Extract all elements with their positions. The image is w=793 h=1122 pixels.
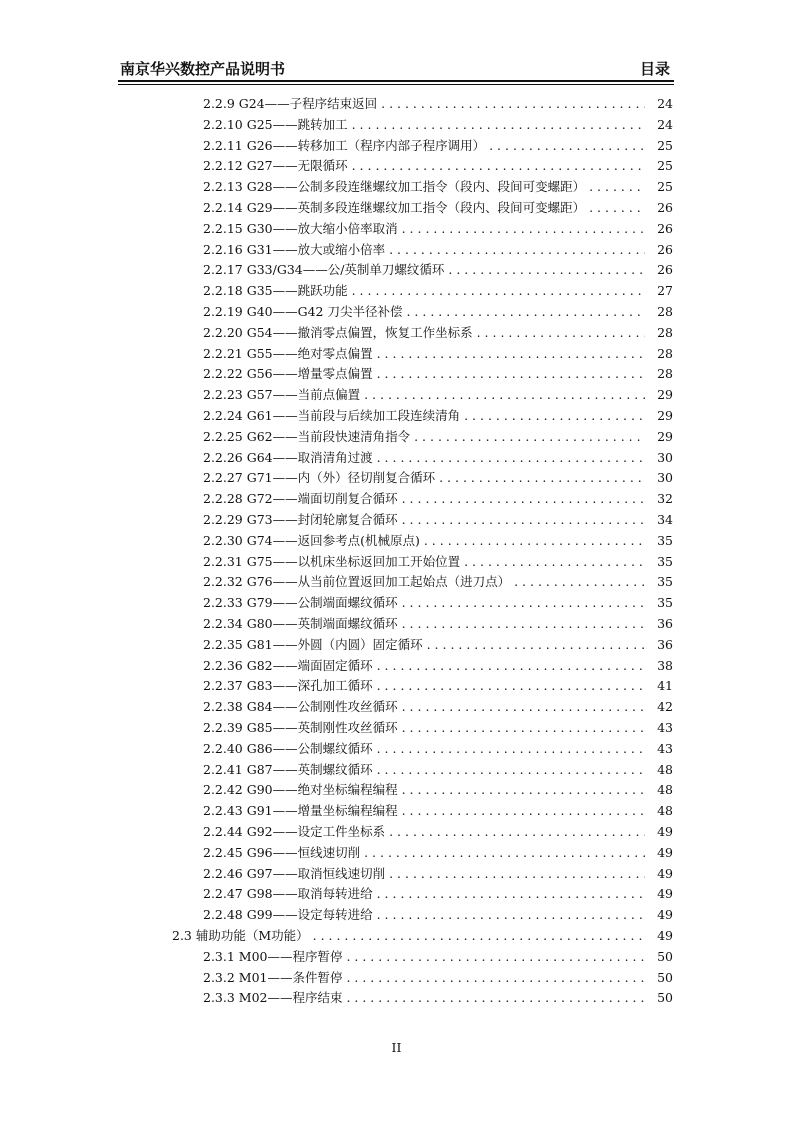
toc-entry-page: 35: [645, 592, 673, 613]
toc-entry-page: 32: [645, 488, 673, 509]
toc-entry-page: 35: [645, 530, 673, 551]
toc-entry[interactable]: [0, 530, 793, 551]
toc-entry-title: 2.2.37 G83——深孔加工循环 . . .: [203, 675, 663, 696]
toc-entry-page: 26: [645, 239, 673, 260]
toc-entry-page: 49: [645, 842, 673, 863]
toc-entry[interactable]: [0, 488, 793, 509]
toc-entry-title: 2.2.30 G74——返回参考点(机械原点) . . .: [203, 530, 663, 551]
toc-entry-title: 2.2.47 G98——取消每转进给 . . .: [203, 883, 663, 904]
toc-entry-page: 30: [645, 467, 673, 488]
toc-entry-title: 2.2.45 G96——恒线速切削 . . .: [203, 842, 663, 863]
toc-entry-page: 49: [645, 821, 673, 842]
toc-entry[interactable]: [0, 363, 793, 384]
toc-entry-page: 48: [645, 779, 673, 800]
toc-entry[interactable]: [0, 135, 793, 156]
toc-entry-title: 2.3.3 M02——程序结束 . . .: [203, 987, 663, 1008]
toc-entry-page: 28: [645, 343, 673, 364]
toc-entry-title: 2.2.18 G35——跳跃功能 . . .: [203, 280, 663, 301]
toc-entry-page: 49: [645, 904, 673, 925]
toc-entry-page: 34: [645, 509, 673, 530]
toc-entry[interactable]: [0, 696, 793, 717]
toc-entry[interactable]: [0, 842, 793, 863]
toc-entry-page: 29: [645, 405, 673, 426]
toc-entry-title: 2.2.34 G80——英制端面螺纹循环 . . .: [203, 613, 663, 634]
toc-entry-title: 2.2.19 G40——G42 刀尖半径补偿 . . .: [203, 301, 663, 322]
toc-entry-title: 2.2.23 G57——当前点偏置 . . .: [203, 384, 663, 405]
toc-entry-title: 2.2.42 G90——绝对坐标编程编程 . . .: [203, 779, 663, 800]
toc-entry-title: 2.2.12 G27——无限循环 . . .: [203, 155, 663, 176]
toc-entry-title: 2.2.48 G99——设定每转进给 . . .: [203, 904, 663, 925]
toc-entry-title: 2.2.41 G87——英制螺纹循环 . . .: [203, 759, 663, 780]
toc-entry-page: 26: [645, 259, 673, 280]
toc-entry-page: 30: [645, 447, 673, 468]
toc-entry-title: 2.3.2 M01——条件暂停 . . .: [203, 967, 663, 988]
toc-entry-page: 50: [645, 946, 673, 967]
toc-entry-page: 28: [645, 301, 673, 322]
toc-entry-title: 2.2.21 G55——绝对零点偏置 . . .: [203, 343, 663, 364]
header-rule-thick: [118, 80, 674, 82]
toc-entry[interactable]: [0, 426, 793, 447]
toc-entry-page: 42: [645, 696, 673, 717]
toc-entry-page: 26: [645, 197, 673, 218]
toc-entry[interactable]: [0, 800, 793, 821]
toc-entry[interactable]: [0, 925, 793, 946]
toc-entry[interactable]: [0, 779, 793, 800]
document-title: 南京华兴数控产品说明书: [120, 60, 286, 78]
toc-entry[interactable]: [0, 863, 793, 884]
toc-entry[interactable]: [0, 280, 793, 301]
toc-entry-title: 2.2.40 G86——公制螺纹循环 . . .: [203, 738, 663, 759]
toc-entry-title: 2.2.33 G79——公制端面螺纹循环 . . .: [203, 592, 663, 613]
toc-entry-page: 35: [645, 551, 673, 572]
toc-entry-title: 2.2.22 G56——增量零点偏置 . . .: [203, 363, 663, 384]
toc-entry[interactable]: [0, 176, 793, 197]
toc-entry[interactable]: [0, 592, 793, 613]
toc-entry[interactable]: [0, 738, 793, 759]
toc-entry-page: 29: [645, 384, 673, 405]
toc-entry-title: 2.2.15 G30——放大缩小倍率取消 . . .: [203, 218, 663, 239]
toc-entry[interactable]: [0, 239, 793, 260]
toc-entry[interactable]: [0, 946, 793, 967]
toc-entry-page: 27: [645, 280, 673, 301]
toc-entry-page: 43: [645, 717, 673, 738]
toc-entry-page: 49: [645, 883, 673, 904]
toc-entry[interactable]: [0, 93, 793, 114]
toc-entry-title: 2.2.39 G85——英制刚性攻丝循环 . . .: [203, 717, 663, 738]
toc-entry[interactable]: [0, 883, 793, 904]
toc-entry[interactable]: [0, 821, 793, 842]
toc-entry-page: 28: [645, 322, 673, 343]
toc-entry-title: 2.2.13 G28——公制多段连继螺纹加工指令（段内、段间可变螺距） . . .: [203, 176, 663, 197]
toc-entry[interactable]: [0, 967, 793, 988]
toc-entry-page: 48: [645, 800, 673, 821]
toc-entry-title: 2.2.29 G73——封闭轮廓复合循环 . . .: [203, 509, 663, 530]
page-header: [118, 56, 674, 78]
toc-entry-title: 2.3 辅助功能（M功能） . . .: [172, 925, 663, 946]
toc-entry[interactable]: [0, 197, 793, 218]
toc-entry[interactable]: [0, 467, 793, 488]
toc-entry-title: 2.2.24 G61——当前段与后续加工段连续清角 . . .: [203, 405, 663, 426]
toc-entry-title: 2.2.35 G81——外圆（内圆）固定循环 . . .: [203, 634, 663, 655]
toc-entry-title: 2.2.32 G76——从当前位置返回加工起始点（进刀点） . . .: [203, 571, 663, 592]
toc-entry[interactable]: [0, 447, 793, 468]
toc-entry-page: 36: [645, 634, 673, 655]
toc-entry[interactable]: [0, 218, 793, 239]
toc-entry-page: 24: [645, 93, 673, 114]
toc-entry-page: 38: [645, 655, 673, 676]
toc-entry-title: 2.2.16 G31——放大或缩小倍率 . . .: [203, 239, 663, 260]
toc-entry-title: 2.2.31 G75——以机床坐标返回加工开始位置 . . .: [203, 551, 663, 572]
toc-entry-page: 35: [645, 571, 673, 592]
toc-entry-title: 2.2.38 G84——公制刚性攻丝循环 . . .: [203, 696, 663, 717]
page-number: II: [391, 1040, 402, 1055]
toc-entry[interactable]: [0, 551, 793, 572]
toc-entry[interactable]: [0, 384, 793, 405]
toc-entry-page: 25: [645, 176, 673, 197]
header-rule-thin: [118, 84, 674, 85]
toc-entry[interactable]: [0, 322, 793, 343]
toc-entry-title: 2.2.36 G82——端面固定循环 . . .: [203, 655, 663, 676]
toc-entry-page: 50: [645, 987, 673, 1008]
toc-entry-page: 43: [645, 738, 673, 759]
toc-entry-title: 2.2.17 G33/G34——公/英制单刀螺纹循环 . . .: [203, 259, 663, 280]
toc-entry[interactable]: [0, 613, 793, 634]
toc-entry-title: 2.2.10 G25——跳转加工 . . .: [203, 114, 663, 135]
toc-entry-title: 2.2.27 G71——内（外）径切削复合循环 . . .: [203, 467, 663, 488]
toc-entry-page: 26: [645, 218, 673, 239]
toc-entry-title: 2.2.11 G26——转移加工（程序内部子程序调用） . . .: [203, 135, 663, 156]
toc-entry-page: 50: [645, 967, 673, 988]
toc-entry-page: 25: [645, 155, 673, 176]
toc-entry[interactable]: [0, 301, 793, 322]
toc-entry-title: 2.2.44 G92——设定工件坐标系 . . .: [203, 821, 663, 842]
section-title: 目录: [639, 60, 670, 78]
toc-entry-title: 2.2.28 G72——端面切削复合循环 . . .: [203, 488, 663, 509]
toc-entry-title: 2.2.25 G62——当前段快速清角指令 . . .: [203, 426, 663, 447]
toc-entry-page: 28: [645, 363, 673, 384]
toc-entry[interactable]: [0, 655, 793, 676]
toc-entry[interactable]: [0, 509, 793, 530]
toc-entry-title: 2.2.9 G24——子程序结束返回 . . .: [203, 93, 663, 114]
toc-entry[interactable]: [0, 675, 793, 696]
toc-entry-page: 49: [645, 925, 673, 946]
toc-entry-title: 2.2.46 G97——取消恒线速切削 . . .: [203, 863, 663, 884]
toc-entry[interactable]: [0, 405, 793, 426]
toc-entry[interactable]: [0, 259, 793, 280]
toc-entry-title: 2.2.20 G54——撤消零点偏置，恢复工作坐标系 . . .: [203, 322, 663, 343]
toc-entry[interactable]: [0, 987, 793, 1008]
toc-entry-title: 2.2.26 G64——取消清角过渡 . . .: [203, 447, 663, 468]
toc-entry-title: 2.3.1 M00——程序暂停 . . .: [203, 946, 663, 967]
toc-entry[interactable]: [0, 634, 793, 655]
toc-entry-title: 2.2.14 G29——英制多段连继螺纹加工指令（段内、段间可变螺距） . . .: [203, 197, 663, 218]
toc-entry-page: 29: [645, 426, 673, 447]
toc-entry[interactable]: [0, 904, 793, 925]
toc-entry[interactable]: [0, 759, 793, 780]
toc-entry-page: 41: [645, 675, 673, 696]
toc-entry[interactable]: [0, 717, 793, 738]
toc-entry-page: 24: [645, 114, 673, 135]
toc-entry-page: 49: [645, 863, 673, 884]
toc-entry[interactable]: [0, 155, 793, 176]
toc-entry-page: 48: [645, 759, 673, 780]
toc-entry-page: 36: [645, 613, 673, 634]
toc-entry-title: 2.2.43 G91——增量坐标编程编程 . . .: [203, 800, 663, 821]
toc-entry[interactable]: [0, 114, 793, 135]
toc-entry[interactable]: [0, 571, 793, 592]
toc-entry[interactable]: [0, 343, 793, 364]
toc-entry-page: 25: [645, 135, 673, 156]
